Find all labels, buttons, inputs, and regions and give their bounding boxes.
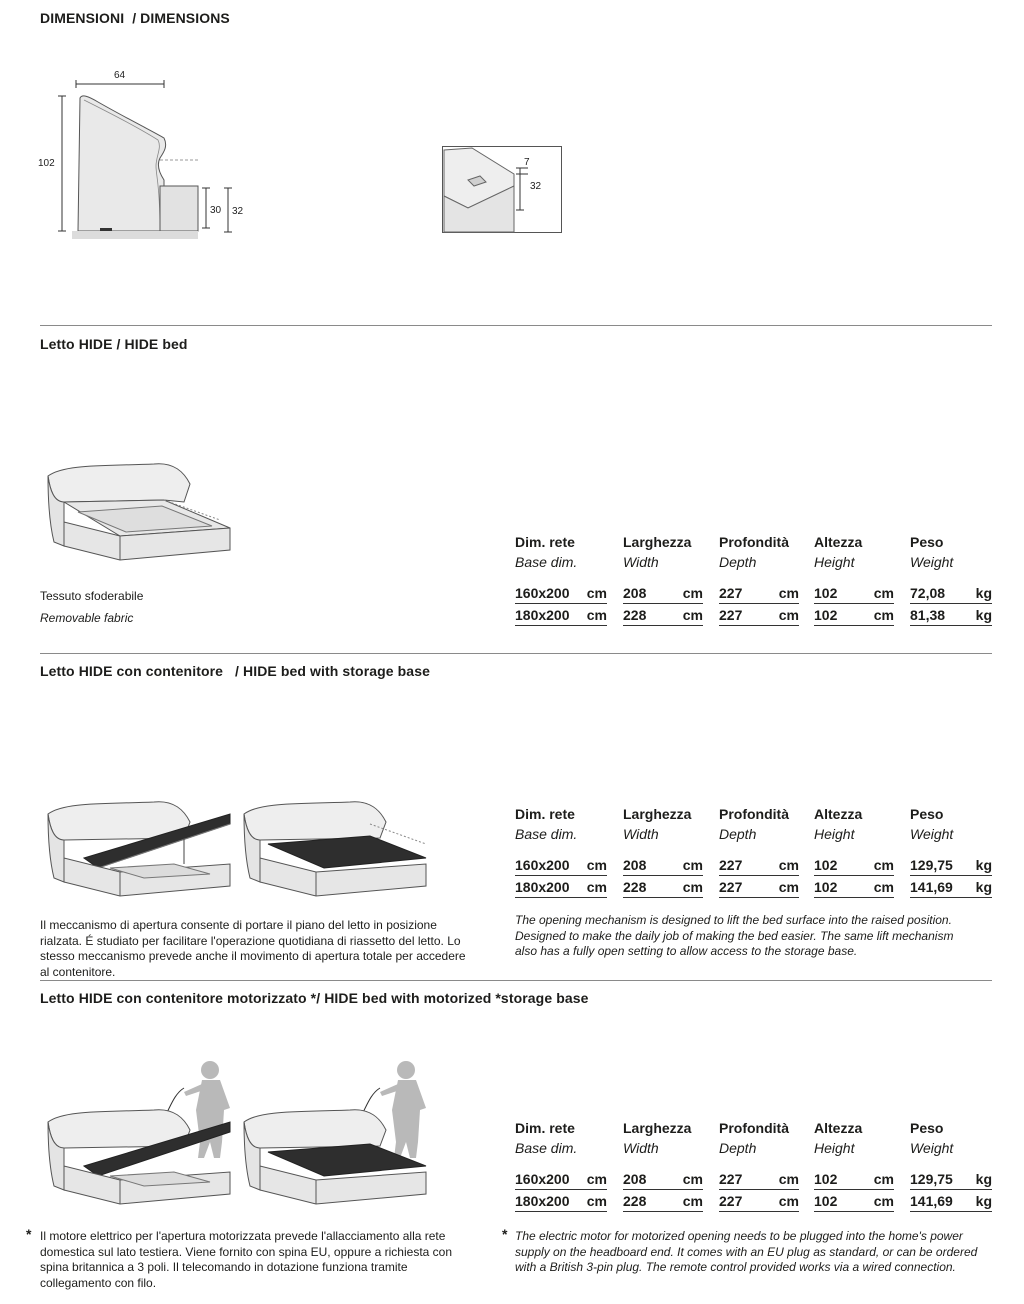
- fabric-label-it: Tessuto sfoderabile: [40, 589, 144, 603]
- cell-height: 102 cm: [814, 855, 894, 876]
- side-profile-drawing: [36, 66, 236, 246]
- section-title: Letto HIDE con contenitore / HIDE bed with storage base: [40, 663, 430, 679]
- cell-width: 228 cm: [623, 1191, 703, 1212]
- cell-width: 208 cm: [623, 583, 703, 604]
- dim-seat-b-label: 32: [232, 206, 244, 217]
- mechanism-note-en: The opening mechanism is designed to lift the bed surface into the raised position. Designed to make the daily job of making the bed easier. The same lift mechanism also has a fully open setting to allow access to the storage base.: [515, 913, 954, 958]
- col-header-base: Dim. rete Base dim.: [515, 806, 578, 842]
- footnote-star: *: [502, 1226, 508, 1242]
- section-divider: [40, 653, 992, 654]
- col-header-depth: Profondità Depth: [719, 1120, 789, 1156]
- cell-weight: 141,69 kg: [910, 877, 992, 898]
- cell-width: 228 cm: [623, 605, 703, 626]
- cell-depth: 227 cm: [719, 1191, 799, 1212]
- section-divider: [40, 980, 992, 981]
- motor-note-it: Il motore elettrico per l'apertura motorizzata prevede l'allacciamento alla rete domestica sul lato testiera. Viene fornito con spina EU, oppure a richiesta con spina britannica a 3 poli. Il telecomando in dotazione funziona tramite collegamento con filo.: [40, 1229, 453, 1290]
- detail-height-label: 32: [530, 181, 542, 192]
- cell-height: 102 cm: [814, 583, 894, 604]
- cell-weight: 141,69 kg: [910, 1191, 992, 1212]
- cell-base: 160x200 cm: [515, 855, 607, 876]
- col-header-height: Altezza Height: [814, 534, 863, 570]
- page-title: DIMENSIONI / DIMENSIONS: [40, 10, 230, 26]
- dim-width-label: 64: [114, 70, 126, 81]
- bed-illustration: [44, 462, 234, 562]
- col-header-base: Dim. rete Base dim.: [515, 1120, 578, 1156]
- cell-height: 102 cm: [814, 1169, 894, 1190]
- cell-base: 180x200 cm: [515, 877, 607, 898]
- cell-weight: 129,75 kg: [910, 1169, 992, 1190]
- col-header-width: Larghezza Width: [623, 1120, 692, 1156]
- cell-width: 228 cm: [623, 877, 703, 898]
- dim-height-label: 102: [38, 158, 55, 169]
- cell-depth: 227 cm: [719, 605, 799, 626]
- cell-base: 180x200 cm: [515, 605, 607, 626]
- cell-weight: 72,08 kg: [910, 583, 992, 604]
- col-header-depth: Profondità Depth: [719, 806, 789, 842]
- col-header-height: Altezza Height: [814, 1120, 863, 1156]
- col-header-weight: Peso Weight: [910, 806, 954, 842]
- col-header-width: Larghezza Width: [623, 534, 692, 570]
- cell-depth: 227 cm: [719, 583, 799, 604]
- col-header-width: Larghezza Width: [623, 806, 692, 842]
- cell-width: 208 cm: [623, 855, 703, 876]
- col-header-height: Altezza Height: [814, 806, 863, 842]
- detail-top-label: 7: [524, 157, 530, 168]
- fabric-label-en: Removable fabric: [40, 611, 134, 625]
- section-divider: [40, 325, 992, 326]
- cell-depth: 227 cm: [719, 877, 799, 898]
- dim-seat-a-label: 30: [210, 205, 222, 216]
- cell-weight: 129,75 kg: [910, 855, 992, 876]
- cell-base: 160x200 cm: [515, 583, 607, 604]
- motor-note-en: The electric motor for motorized opening needs to be plugged into the home's power supply on the headboard end. It comes with an EU plug as standard, or can be ordered with a British 3-pin plug. The remote control provided works via a wired connection.: [515, 1229, 978, 1274]
- cell-base: 180x200 cm: [515, 1191, 607, 1212]
- cell-base: 160x200 cm: [515, 1169, 607, 1190]
- cell-depth: 227 cm: [719, 855, 799, 876]
- cell-width: 208 cm: [623, 1169, 703, 1190]
- base-detail-drawing: [442, 146, 563, 234]
- section-title: Letto HIDE / HIDE bed: [40, 336, 188, 352]
- cell-height: 102 cm: [814, 1191, 894, 1212]
- col-header-base: Dim. rete Base dim.: [515, 534, 578, 570]
- storage-bed-illustration: [44, 798, 434, 898]
- col-header-weight: Peso Weight: [910, 1120, 954, 1156]
- cell-height: 102 cm: [814, 877, 894, 898]
- col-header-depth: Profondità Depth: [719, 534, 789, 570]
- mechanism-note-it: Il meccanismo di apertura consente di portare il piano del letto in posizione rialzata. É studiato per facilitare l'operazione quotidiana di riassetto del letto. Lo stesso meccanismo prevede anche il movimento di apertura totale per accedere al contenitore.: [40, 918, 466, 979]
- cell-weight: 81,38 kg: [910, 605, 992, 626]
- cell-depth: 227 cm: [719, 1169, 799, 1190]
- footnote-star: *: [26, 1226, 32, 1242]
- cell-height: 102 cm: [814, 605, 894, 626]
- section-title: Letto HIDE con contenitore motorizzato */ HIDE bed with motorized *storage base: [40, 990, 589, 1006]
- col-header-weight: Peso Weight: [910, 534, 954, 570]
- motorized-bed-illustration: [44, 1058, 444, 1208]
